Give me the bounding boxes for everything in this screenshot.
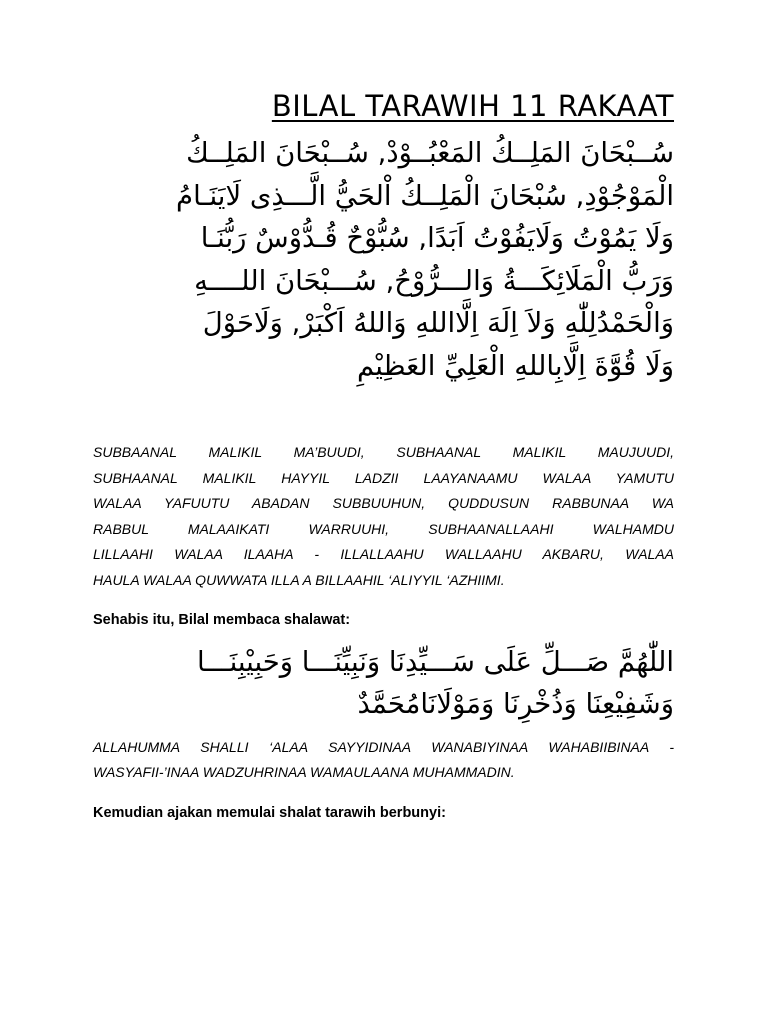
translit-line: WASYAFII-’INAA WADZUHRINAA WAMAULAANA MUHAMMADIN. [93, 764, 515, 781]
document-page [93, 86, 674, 823]
translit-line: RABBUL MALAAIKATI WARRUUHI, SUBHAANALLAAHI WALHAMDU [93, 520, 674, 537]
arabic-text-shalawat [93, 641, 674, 726]
arabic-line: الْمَوْجُوْدِ, سُبْحَانَ الْمَلِــكُ اْلحَيُّ الَّـــذِى لَايَنَـامُ [176, 179, 674, 212]
instruction-shalawat: Sehabis itu, Bilal membaca shalawat: [93, 611, 351, 628]
page-title: BILAL TARAWIH 11 RAKAAT [271, 89, 674, 123]
translit-line: LILLAAHI WALAA ILAAHA - ILLALLAAHU WALLAAHU AKBARU, WALAA [93, 546, 674, 563]
arabic-line: سُــبْحَانَ المَلِــكُ المَعْبُــوْدْ, سُــبْحَانَ المَلِــكُ [186, 137, 674, 169]
instruction-tarawih: Kemudian ajakan memulai shalat tarawih berbunyi: [93, 804, 446, 821]
arabic-line: وَلَا قُوَّةَ اِلَّابِاللهِ الْعَلِيِّ العَظِيْمِ [356, 349, 674, 382]
transliteration-shalawat [93, 735, 674, 786]
translit-line: WALAA YAFUUTU ABADAN SUBBUUHUN, QUDDUSUN RABBUNAA WA [93, 495, 674, 512]
arabic-text-tasbih [93, 132, 674, 387]
translit-line: SUBBAANAL MALIKIL MA’BUUDI, SUBHAANAL MALIKIL MAUJUUDI, [93, 444, 674, 460]
arabic-line: اللّٰهُمَّ صَـــلِّ عَلَى سَـــيِّدِنَا وَنَبِيِّنَـــا وَحَبِيْبِنَـــا [197, 645, 674, 678]
translit-line: SUBHAANAL MALIKIL HAYYIL LADZII LAAYANAAMU WALAA YAMUTU [93, 469, 674, 486]
arabic-line: وَرَبُّ الْمَلَائِكَـــةُ وَالـــرُّوْحُ, سُـــبْحَانَ اللــــهِ [194, 264, 674, 297]
arabic-line: وَلَا يَمُوْتُ وَلَايَفُوْتُ اَبَدًا, سُبُّوْحٌ قُـدُّوْسٌ رَبُّنَـا [200, 222, 674, 254]
arabic-line: وَشَفِيْعِنَا وَذُخْرِنَا وَمَوْلَانَامُحَمَّدٌ [357, 688, 674, 721]
translit-line: ALLAHUMMA SHALLI ‘ALAA SAYYIDINAA WANABIYINAA WAHABIIBINAA - [93, 738, 674, 755]
arabic-line: وَالْحَمْدُلِلّٰهِ وَلاَ اِلَهَ اِلَّااللهِ وَاللهُ اَكْبَرْ, وَلَاحَوْلَ [202, 307, 674, 339]
transliteration-tasbih [93, 440, 674, 594]
translit-line: HAULA WALAA QUWWATA ILLA A BILLAAHIL ‘ALIYYIL ‘AZHIIMI. [93, 571, 505, 588]
